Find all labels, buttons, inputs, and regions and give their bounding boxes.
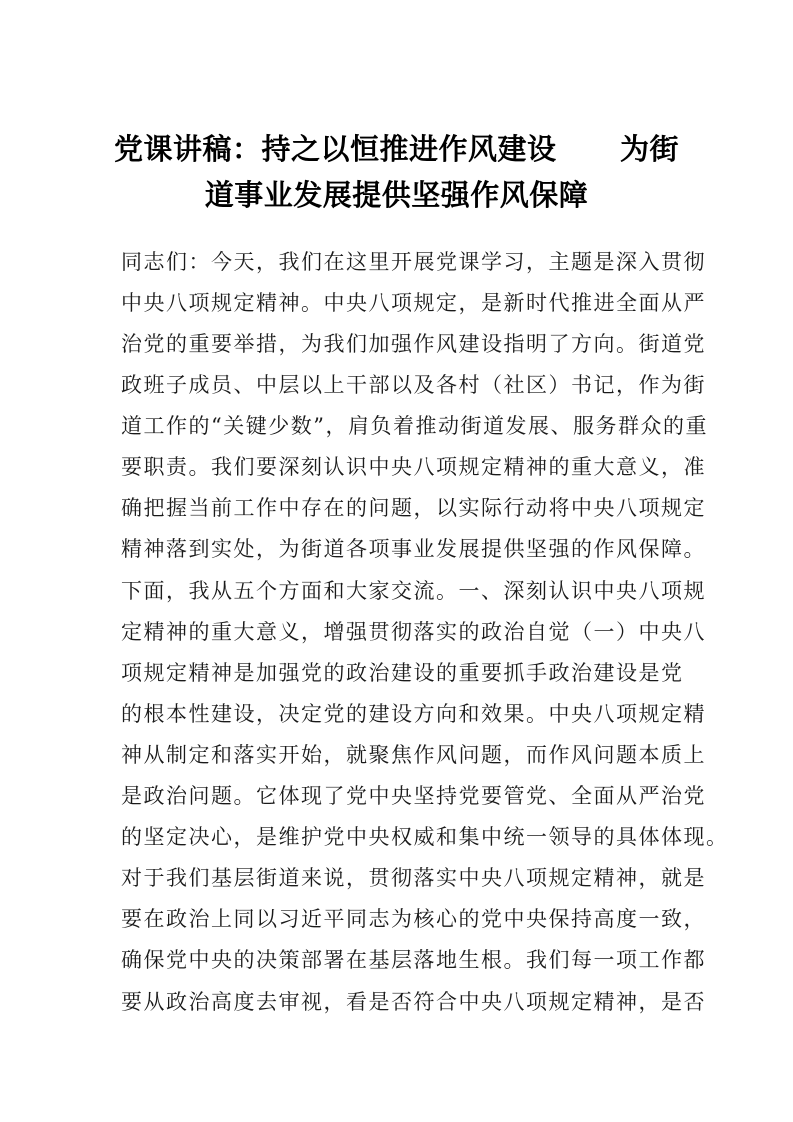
body-line: 中央八项规定精神。中央八项规定，是新时代推进全面从严 [121,291,706,315]
body-line: 精神落到实处，为街道各项事业发展提供坚强的作风保障。 [121,537,706,561]
body-line: 要职责。我们要深刻认识中央八项规定精神的重大意义，准 [121,455,706,479]
body-line: 要从政治高度去审视，看是否符合中央八项规定精神，是否 [121,990,706,1014]
body-line: 要在政治上同以习近平同志为核心的党中央保持高度一致， [121,907,706,931]
body-line: 的根本性建设，决定党的建设方向和效果。中央八项规定精 [121,702,706,726]
body-line: 项规定精神是加强党的政治建设的重要抓手政治建设是党 [121,661,684,685]
body-line: 确保党中央的决策部署在基层落地生根。我们每一项工作都 [121,948,706,972]
body-line: 是政治问题。它体现了党中央坚持党要管党、全面从严治党 [121,784,706,808]
document-title-line-1: 党课讲稿：持之以恒推进作风建设 为街 [113,132,680,166]
body-line: 确把握当前工作中存在的问题，以实际行动将中央八项规定 [121,496,706,520]
document-title-line-2: 道事业发展提供坚强作风保障 [204,178,589,212]
body-line: 道工作的“关键少数”，肩负着推动街道发展、服务群众的重 [121,414,708,438]
body-line: 政班子成员、中层以上干部以及各村（社区）书记，作为街 [121,373,706,397]
body-line: 定精神的重大意义，增强贯彻落实的政治自觉（一）中央八 [121,620,706,644]
body-line: 神从制定和落实开始，就聚焦作风问题，而作风问题本质上 [121,743,706,767]
body-line: 治党的重要举措，为我们加强作风建设指明了方向。街道党 [121,332,706,356]
body-line: 对于我们基层街道来说，贯彻落实中央八项规定精神，就是 [121,866,706,890]
body-line: 同志们：今天，我们在这里开展党课学习，主题是深入贯彻 [121,250,706,274]
body-line: 下面，我从五个方面和大家交流。一、深刻认识中央八项规 [121,579,706,603]
body-line: 的坚定决心，是维护党中央权威和集中统一领导的具体体现。 [121,825,729,849]
